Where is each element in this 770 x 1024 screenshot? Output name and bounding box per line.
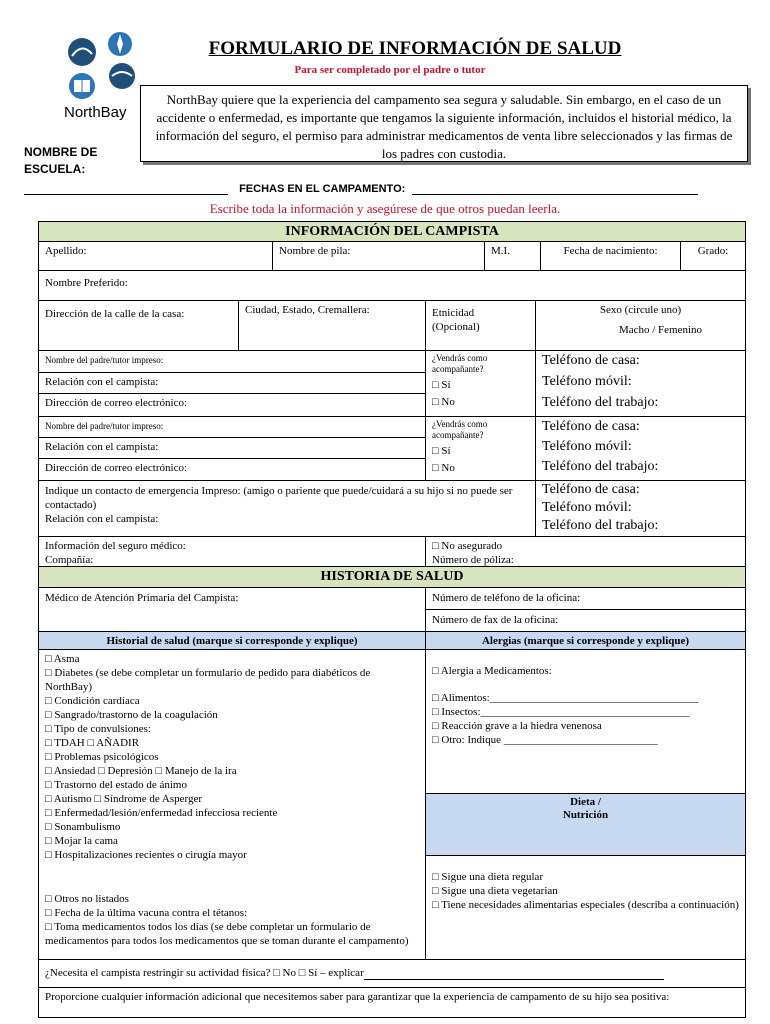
first-name-field[interactable]: Nombre de pila:	[273, 242, 485, 270]
history-item[interactable]: □ Enfermedad/lesión/enfermedad infecciosa reciente	[45, 807, 278, 819]
allergy-item[interactable]: □ Otro: Indique ____________________________	[432, 734, 658, 746]
diet-list	[426, 856, 745, 959]
guardian1-relation[interactable]: Relación con el campista:	[39, 373, 425, 394]
restrict-explain-line[interactable]	[364, 969, 664, 980]
diet-item[interactable]: □ Tiene necesidades alimentarias especiales (describa a continuación)	[432, 899, 739, 911]
dates-input-line[interactable]	[412, 185, 698, 195]
history-item[interactable]: □ Hospitalizaciones recientes o cirugía mayor	[45, 849, 247, 861]
restrict-activity-label: ¿Necesita el campista restringir su actividad física? □ No □ Sí – explicar	[45, 967, 364, 979]
history-list	[39, 650, 426, 959]
additional-info[interactable]: Proporcione cualquier información adicional que necesitemos saber para garantizar que la experiencia de campamento de su hijo sea positiva:	[45, 991, 670, 1003]
form	[38, 221, 746, 1018]
guardian1-name[interactable]: Nombre del padre/tutor impreso:	[39, 351, 425, 373]
sex-label: Sexo (circule uno)	[599, 304, 682, 316]
dates-label: FECHAS EN EL CAMPAMENTO:	[239, 183, 406, 195]
page-title: FORMULARIO DE INFORMACIÓN DE SALUD	[208, 38, 622, 59]
sex-field[interactable]	[536, 301, 745, 350]
history-item[interactable]: □ Autismo □ Síndrome de Asperger	[45, 793, 202, 805]
guardian2-mobile-phone[interactable]: Teléfono móvil:	[542, 439, 632, 454]
health-section-title: HISTORIA DE SALUD	[38, 567, 746, 588]
guardian1-work-phone[interactable]: Teléfono del trabajo:	[542, 395, 659, 410]
history-item[interactable]: □ Asma	[45, 653, 80, 665]
sex-options: Macho / Femenino	[618, 324, 703, 336]
office-fax-field[interactable]: Número de fax de la oficina:	[432, 614, 559, 626]
northbay-logo	[62, 32, 138, 132]
guardian2-name[interactable]: Nombre del padre/tutor impreso:	[39, 417, 425, 438]
mi-field[interactable]: M.I.	[485, 242, 541, 270]
history-item[interactable]: □ Otros no listados	[45, 893, 129, 905]
history-item[interactable]: □ Problemas psicológicos	[45, 751, 159, 763]
allergy-item[interactable]: □ Insectos:______________________________________	[432, 706, 690, 718]
history-item[interactable]: □ Sangrado/trastorno de la coagulación	[45, 709, 218, 721]
diet-header-line2: Nutrición	[562, 809, 609, 821]
guardian1-companion-q: ¿Vendrás como acompañante?	[432, 353, 488, 374]
emergency-mobile-phone[interactable]: Teléfono móvil:	[542, 500, 632, 515]
history-item[interactable]: □ Trastorno del estado de ánimo	[45, 779, 187, 791]
primary-doctor-field[interactable]: Médico de Atención Primaria del Campista:	[39, 588, 426, 631]
guardian2-companion-q: ¿Vendrás como acompañante?	[432, 419, 488, 440]
school-input-line[interactable]	[24, 185, 228, 195]
history-item[interactable]: □ Ansiedad □ Depresión □ Manejo de la ira	[45, 765, 237, 777]
grade-field[interactable]: Grado:	[697, 245, 729, 257]
guardian2-home-phone[interactable]: Teléfono de casa:	[542, 419, 640, 434]
school-label-line1: NOMBRE DE	[24, 145, 98, 159]
school-label	[24, 144, 97, 178]
uninsured-checkbox[interactable]: □ No asegurado	[432, 540, 503, 552]
ethnicity-optional: (Opcional)	[432, 321, 480, 333]
diet-item[interactable]: □ Sigue una dieta regular	[432, 871, 544, 883]
emergency-contact-label[interactable]: Indique un contacto de emergencia Impreso: (amigo o pariente que puede/cuidará a su hijo si no puede ser contactado)	[45, 485, 513, 511]
allergy-list	[426, 650, 745, 794]
guardian1-no[interactable]: □ No	[432, 396, 455, 408]
policy-number[interactable]: Número de póliza:	[432, 554, 514, 566]
guardian1-mobile-phone[interactable]: Teléfono móvil:	[542, 374, 632, 389]
insurance-label[interactable]: Información del seguro médico:	[45, 540, 186, 552]
guardian1-home-phone[interactable]: Teléfono de casa:	[542, 353, 640, 368]
history-item[interactable]: □ Diabetes (se debe completar un formulario de pedido para diabéticos de NorthBay)	[45, 667, 371, 693]
emergency-relation[interactable]: Relación con el campista:	[45, 513, 159, 525]
address-field[interactable]: Dirección de la calle de la casa:	[39, 301, 239, 350]
allergy-item[interactable]: □ Alimentos:______________________________________	[432, 692, 699, 704]
intro-box: NorthBay quiere que la experiencia del campamento sea segura y saludable. Sin embargo, en el caso de un accidente o enfermedad, es importante que tengamos la siguiente información, incluidos el historial médico, la información del seguro, el permiso para administrar medicamentos de venta libre seleccionados y las firmas de los padres con custodia.	[140, 85, 748, 162]
history-item[interactable]: □ Condición cardíaca	[45, 695, 140, 707]
allergy-item[interactable]: □ Reacción grave a la hiedra venenosa	[432, 720, 602, 732]
emergency-work-phone[interactable]: Teléfono del trabajo:	[542, 518, 659, 533]
emergency-home-phone[interactable]: Teléfono de casa:	[542, 482, 640, 497]
dob-field[interactable]: Fecha de nacimiento:	[541, 242, 681, 270]
restrict-activity[interactable]	[39, 960, 745, 987]
guardian2-yes[interactable]: □ Sí	[432, 445, 451, 457]
diet-item[interactable]: □ Sigue una dieta vegetarian	[432, 885, 558, 897]
ethnicity-label: Etnicidad	[432, 307, 475, 319]
ethnicity-field[interactable]	[426, 301, 536, 350]
allergy-medications[interactable]: □ Alergia a Medicamentos:	[432, 665, 552, 677]
allergy-header: Alergias (marque si corresponde y explique)	[426, 632, 745, 649]
guardian2-email[interactable]: Dirección de correo electrónico:	[45, 462, 188, 474]
last-name-field[interactable]: Apellido:	[39, 242, 273, 270]
history-item[interactable]: □ Mojar la cama	[45, 835, 118, 847]
dates-row	[24, 183, 724, 195]
guardian2-work-phone[interactable]: Teléfono del trabajo:	[542, 459, 659, 474]
logo-text: NorthBay	[64, 104, 127, 121]
guardian2-no[interactable]: □ No	[432, 462, 455, 474]
history-header: Historial de salud (marque si corresponde y explique)	[39, 632, 426, 649]
history-item[interactable]: □ Sonambulismo	[45, 821, 121, 833]
camper-section-title: INFORMACIÓN DEL CAMPISTA	[38, 221, 746, 242]
history-item[interactable]: □ TDAH □ AÑADIR	[45, 737, 140, 749]
history-item[interactable]: □ Tipo de convulsiones:	[45, 723, 151, 735]
insurance-company[interactable]: Compañía:	[45, 554, 94, 566]
diet-header-line1: Dieta /	[570, 796, 601, 808]
guardian1-yes[interactable]: □ Sí	[432, 379, 451, 391]
school-label-line2: ESCUELA:	[24, 162, 86, 176]
guardian2-relation[interactable]: Relación con el campista:	[39, 438, 425, 459]
office-phone-field[interactable]: Número de teléfono de la oficina:	[426, 588, 745, 610]
guardian1-email[interactable]: Dirección de correo electrónico:	[45, 397, 188, 409]
preferred-name-field[interactable]: Nombre Preferido:	[45, 277, 128, 289]
city-field[interactable]: Ciudad, Estado, Cremallera:	[239, 301, 426, 350]
instructions: Escribe toda la información y asegúrese de que otros puedan leerla.	[209, 201, 561, 216]
history-item[interactable]: □ Toma medicamentos todos los días (se debe completar un formulario de medicamentos para todos los medicamentos que se toman durante el campamento)	[45, 921, 409, 947]
history-item[interactable]: □ Fecha de la última vacuna contra el tétanos:	[45, 907, 248, 919]
page-subtitle: Para ser completado por el padre o tutor	[294, 64, 486, 76]
diet-header	[426, 794, 745, 856]
